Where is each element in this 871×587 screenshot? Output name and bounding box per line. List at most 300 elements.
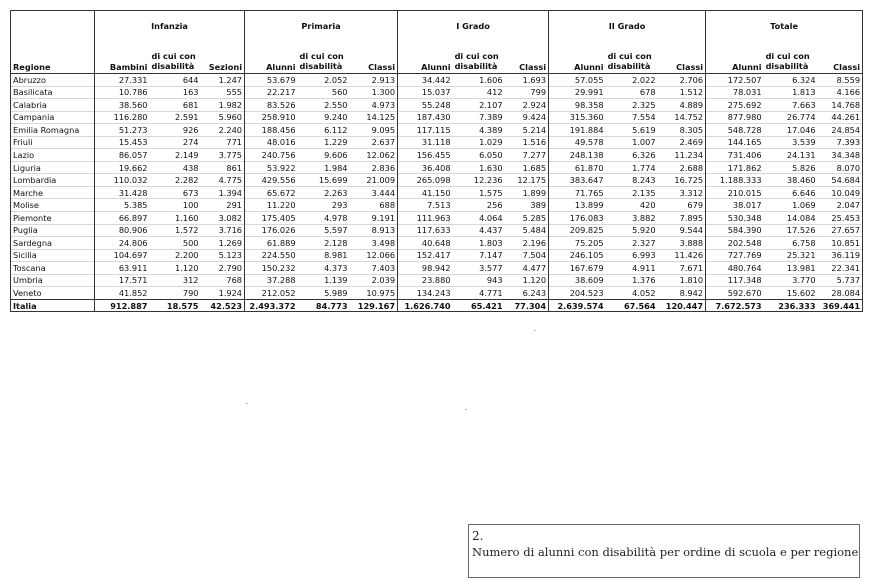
table-cell: 1.120: [505, 274, 549, 287]
table-cell: 212.052: [245, 287, 298, 300]
table-cell: 5.597: [298, 224, 350, 237]
table-cell: 25.453: [818, 212, 863, 225]
table-cell: 2.282: [150, 174, 201, 187]
table-cell: 9.424: [505, 111, 549, 124]
table-cell: 12.062: [350, 149, 398, 162]
table-cell: 2.550: [298, 99, 350, 112]
table-cell: 731.406: [706, 149, 764, 162]
table-cell: 4.373: [298, 262, 350, 275]
table-row: [11, 136, 863, 149]
table-row: [11, 212, 863, 225]
table-cell: 1.575: [453, 186, 505, 199]
table-row: [11, 86, 863, 99]
table-cell: 41.852: [95, 287, 150, 300]
table-cell: 790: [150, 287, 201, 300]
table-cell: 15.602: [764, 287, 818, 300]
table-cell: 53.922: [245, 161, 298, 174]
table-cell: 412: [453, 86, 505, 99]
table-cell: 27.657: [818, 224, 863, 237]
table-cell: 44.261: [818, 111, 863, 124]
table-row: [11, 149, 863, 162]
table-cell: 22.217: [245, 86, 298, 99]
table-row: [11, 74, 863, 87]
region-name-cell: Umbria: [11, 274, 95, 287]
table-cell: 25.321: [764, 249, 818, 262]
table-cell: 1.007: [606, 136, 658, 149]
table-cell: 3.539: [764, 136, 818, 149]
table-cell: 22.341: [818, 262, 863, 275]
region-name-cell: Abruzzo: [11, 74, 95, 87]
table-cell: 38.017: [706, 199, 764, 212]
table-row: [11, 174, 863, 187]
table-cell: 1.188.333: [706, 174, 764, 187]
table-cell: 11.234: [658, 149, 706, 162]
table-cell: 80.906: [95, 224, 150, 237]
table-cell: 2.913: [350, 74, 398, 87]
table-cell: 5.826: [764, 161, 818, 174]
table-cell: 17.526: [764, 224, 818, 237]
table-cell: 4.389: [453, 124, 505, 137]
table-cell: 293: [298, 199, 350, 212]
table-cell: 15.037: [398, 86, 453, 99]
table-cell: 36.119: [818, 249, 863, 262]
table-cell: 36.408: [398, 161, 453, 174]
table-cell: 29.991: [549, 86, 606, 99]
table-cell: 3.082: [201, 212, 245, 225]
region-name-cell: Toscana: [11, 262, 95, 275]
table-cell: 1.516: [505, 136, 549, 149]
table-cell: 152.417: [398, 249, 453, 262]
table-cell: 2.591: [150, 111, 201, 124]
table-cell: 12.175: [505, 174, 549, 187]
table-cell: 10.851: [818, 237, 863, 250]
table-row: [11, 124, 863, 137]
table-cell: 943: [453, 274, 505, 287]
region-name-cell: Emilia Romagna: [11, 124, 95, 137]
table-cell: 7.513: [398, 199, 453, 212]
table-cell: 2.493.372: [245, 299, 298, 312]
table-cell: 768: [201, 274, 245, 287]
table-cell: 2.688: [658, 161, 706, 174]
table-cell: 28.084: [818, 287, 863, 300]
table-cell: 7.403: [350, 262, 398, 275]
table-cell: 24.131: [764, 149, 818, 162]
table-cell: 1.229: [298, 136, 350, 149]
table-cell: 104.697: [95, 249, 150, 262]
column-header: Classi: [818, 42, 863, 74]
table-cell: 1.924: [201, 287, 245, 300]
column-header: Classi: [350, 42, 398, 74]
table-cell: 9.095: [350, 124, 398, 137]
table-cell: 40.648: [398, 237, 453, 250]
table-cell: 3.770: [764, 274, 818, 287]
table-cell: 1.606: [453, 74, 505, 87]
table-cell: 34.442: [398, 74, 453, 87]
table-cell: 438: [150, 161, 201, 174]
group-header: I Grado: [398, 11, 549, 43]
table-cell: 51.273: [95, 124, 150, 137]
table-cell: 1.247: [201, 74, 245, 87]
table-cell: 31.118: [398, 136, 453, 149]
column-header: di cui con disabilità: [453, 42, 505, 74]
table-cell: 312: [150, 274, 201, 287]
table-cell: 6.112: [298, 124, 350, 137]
table-header: [11, 11, 863, 74]
table-cell: 8.942: [658, 287, 706, 300]
table-cell: 2.240: [201, 124, 245, 137]
table-cell: 2.107: [453, 99, 505, 112]
table-row: [11, 224, 863, 237]
table-cell: 19.662: [95, 161, 150, 174]
table-cell: 592.670: [706, 287, 764, 300]
table-cell: 4.911: [606, 262, 658, 275]
table-cell: 6.993: [606, 249, 658, 262]
table-cell: 14.125: [350, 111, 398, 124]
table-cell: 7.504: [505, 249, 549, 262]
table-cell: 53.679: [245, 74, 298, 87]
table-cell: 8.305: [658, 124, 706, 137]
table-cell: 7.147: [453, 249, 505, 262]
table-cell: 9.544: [658, 224, 706, 237]
group-header: Totale: [706, 11, 863, 43]
table-cell: 71.765: [549, 186, 606, 199]
table-cell: 678: [606, 86, 658, 99]
table-cell: 63.911: [95, 262, 150, 275]
data-table: [10, 10, 863, 312]
table-cell: 210.015: [706, 186, 764, 199]
column-header: di cui con disabilità: [150, 42, 201, 74]
table-cell: 12.066: [350, 249, 398, 262]
table-cell: 37.288: [245, 274, 298, 287]
table-cell: 15.453: [95, 136, 150, 149]
table-cell: 429.556: [245, 174, 298, 187]
table-cell: 383.647: [549, 174, 606, 187]
table-cell: 187.430: [398, 111, 453, 124]
table-cell: 117.633: [398, 224, 453, 237]
table-cell: 2.128: [298, 237, 350, 250]
column-header: Alunni: [706, 42, 764, 74]
table-cell: 274: [150, 136, 201, 149]
table-cell: 1.572: [150, 224, 201, 237]
table-cell: 248.138: [549, 149, 606, 162]
table-cell: 315.360: [549, 111, 606, 124]
table-cell: 2.325: [606, 99, 658, 112]
table-cell: 134.243: [398, 287, 453, 300]
table-cell: 5.385: [95, 199, 150, 212]
table-cell: 84.773: [298, 299, 350, 312]
table-cell: 24.806: [95, 237, 150, 250]
table-cell: 1.774: [606, 161, 658, 174]
table-cell: 14.752: [658, 111, 706, 124]
table-cell: 2.047: [818, 199, 863, 212]
table-cell: 54.684: [818, 174, 863, 187]
table-cell: 6.324: [764, 74, 818, 87]
table-cell: 110.032: [95, 174, 150, 187]
table-cell: 4.052: [606, 287, 658, 300]
table-cell: 771: [201, 136, 245, 149]
table-cell: 77.304: [505, 299, 549, 312]
table-cell: 369.441: [818, 299, 863, 312]
group-header-row: [11, 11, 863, 43]
scan-speck: [246, 403, 248, 404]
table-cell: 150.232: [245, 262, 298, 275]
table-cell: 9.606: [298, 149, 350, 162]
group-header-spacer: [11, 11, 95, 43]
table-cell: 4.437: [453, 224, 505, 237]
table-cell: 1.693: [505, 74, 549, 87]
table-cell: 120.447: [658, 299, 706, 312]
table-cell: 5.214: [505, 124, 549, 137]
table-cell: 7.554: [606, 111, 658, 124]
scan-speck: [465, 409, 467, 410]
table-cell: 4.973: [350, 99, 398, 112]
table-cell: 176.083: [549, 212, 606, 225]
table-cell: 4.775: [201, 174, 245, 187]
table-cell: 6.050: [453, 149, 505, 162]
table-cell: 5.619: [606, 124, 658, 137]
region-name-cell: Piemonte: [11, 212, 95, 225]
table-cell: 1.984: [298, 161, 350, 174]
table-cell: 78.031: [706, 86, 764, 99]
table-cell: 10.786: [95, 86, 150, 99]
table-cell: 5.920: [606, 224, 658, 237]
table-cell: 9.191: [350, 212, 398, 225]
table-cell: 18.575: [150, 299, 201, 312]
table-cell: 117.115: [398, 124, 453, 137]
table-cell: 2.039: [350, 274, 398, 287]
table-cell: 17.571: [95, 274, 150, 287]
table-cell: 6.326: [606, 149, 658, 162]
table-cell: 209.825: [549, 224, 606, 237]
table-cell: 27.331: [95, 74, 150, 87]
table-cell: 176.026: [245, 224, 298, 237]
table-cell: 258.910: [245, 111, 298, 124]
table-cell: 1.803: [453, 237, 505, 250]
table-cell: 5.285: [505, 212, 549, 225]
table-cell: 2.135: [606, 186, 658, 199]
table-cell: 3.498: [350, 237, 398, 250]
table-cell: 75.205: [549, 237, 606, 250]
region-name-cell: Puglia: [11, 224, 95, 237]
table-cell: 1.512: [658, 86, 706, 99]
table-cell: 673: [150, 186, 201, 199]
table-cell: 61.870: [549, 161, 606, 174]
table-cell: 65.421: [453, 299, 505, 312]
table-cell: 1.139: [298, 274, 350, 287]
table-cell: 204.523: [549, 287, 606, 300]
table-cell: 2.706: [658, 74, 706, 87]
table-cell: 10.049: [818, 186, 863, 199]
table-cell: 167.679: [549, 262, 606, 275]
table-cell: 61.889: [245, 237, 298, 250]
column-header: Classi: [658, 42, 706, 74]
region-name-cell: Italia: [11, 299, 95, 312]
table-cell: 1.685: [505, 161, 549, 174]
region-name-cell: Friuli: [11, 136, 95, 149]
table-cell: 11.220: [245, 199, 298, 212]
region-name-cell: Sardegna: [11, 237, 95, 250]
table-cell: 191.884: [549, 124, 606, 137]
table-cell: 555: [201, 86, 245, 99]
table-cell: 202.548: [706, 237, 764, 250]
table-row: [11, 262, 863, 275]
table-row: [11, 274, 863, 287]
table-cell: 4.771: [453, 287, 505, 300]
table-cell: 171.862: [706, 161, 764, 174]
table-cell: 41.150: [398, 186, 453, 199]
table-cell: 100: [150, 199, 201, 212]
table-cell: 4.889: [658, 99, 706, 112]
table-cell: 8.981: [298, 249, 350, 262]
table-cell: 86.057: [95, 149, 150, 162]
table-cell: 5.123: [201, 249, 245, 262]
table-cell: 7.393: [818, 136, 863, 149]
table-row: [11, 249, 863, 262]
table-cell: 98.358: [549, 99, 606, 112]
table-cell: 38.460: [764, 174, 818, 187]
table-cell: 14.084: [764, 212, 818, 225]
table-cell: 11.426: [658, 249, 706, 262]
table-cell: 500: [150, 237, 201, 250]
caption-number: 2.: [472, 529, 484, 543]
table-cell: 2.149: [150, 149, 201, 162]
table-cell: 17.046: [764, 124, 818, 137]
table-cell: 172.507: [706, 74, 764, 87]
table-cell: 530.348: [706, 212, 764, 225]
column-header: di cui con disabilità: [764, 42, 818, 74]
table-cell: 13.899: [549, 199, 606, 212]
group-header: Primaria: [245, 11, 398, 43]
table-cell: 3.882: [606, 212, 658, 225]
table-cell: 1.394: [201, 186, 245, 199]
table-cell: 7.672.573: [706, 299, 764, 312]
table-cell: 926: [150, 124, 201, 137]
table-cell: 129.167: [350, 299, 398, 312]
table-cell: 3.775: [201, 149, 245, 162]
column-header: Alunni: [549, 42, 606, 74]
table-cell: 1.269: [201, 237, 245, 250]
table-cell: 1.899: [505, 186, 549, 199]
table-cell: 9.240: [298, 111, 350, 124]
table-cell: 912.887: [95, 299, 150, 312]
table-cell: 3.312: [658, 186, 706, 199]
table-cell: 3.716: [201, 224, 245, 237]
table-cell: 5.484: [505, 224, 549, 237]
table-cell: 8.070: [818, 161, 863, 174]
table-cell: 7.895: [658, 212, 706, 225]
table-cell: 57.055: [549, 74, 606, 87]
table-cell: 175.405: [245, 212, 298, 225]
table-cell: 67.564: [606, 299, 658, 312]
table-cell: 799: [505, 86, 549, 99]
table-cell: 42.523: [201, 299, 245, 312]
table-cell: 2.469: [658, 136, 706, 149]
table-cell: 2.327: [606, 237, 658, 250]
table-cell: 7.671: [658, 262, 706, 275]
table-cell: 2.836: [350, 161, 398, 174]
table-cell: 2.263: [298, 186, 350, 199]
table-cell: 877.980: [706, 111, 764, 124]
table-row: [11, 111, 863, 124]
region-name-cell: Campania: [11, 111, 95, 124]
table-row: [11, 199, 863, 212]
table-cell: 688: [350, 199, 398, 212]
column-header: Sezioni: [201, 42, 245, 74]
region-name-cell: Veneto: [11, 287, 95, 300]
table-cell: 6.243: [505, 287, 549, 300]
table-cell: 65.672: [245, 186, 298, 199]
table-row: [11, 186, 863, 199]
column-header-row: [11, 42, 863, 74]
column-header-regione: Regione: [11, 42, 95, 74]
group-header: II Grado: [549, 11, 706, 43]
table-cell: 26.774: [764, 111, 818, 124]
table-cell: 7.277: [505, 149, 549, 162]
table-cell: 38.560: [95, 99, 150, 112]
table-cell: 3.888: [658, 237, 706, 250]
table-cell: 548.728: [706, 124, 764, 137]
table-cell: 256: [453, 199, 505, 212]
table-cell: 6.646: [764, 186, 818, 199]
table-cell: 4.064: [453, 212, 505, 225]
table-cell: 1.160: [150, 212, 201, 225]
table-cell: 1.630: [453, 161, 505, 174]
table-cell: 679: [658, 199, 706, 212]
table-cell: 1.069: [764, 199, 818, 212]
table-cell: 66.897: [95, 212, 150, 225]
table-cell: 2.022: [606, 74, 658, 87]
region-name-cell: Molise: [11, 199, 95, 212]
table-cell: 13.981: [764, 262, 818, 275]
region-name-cell: Lombardia: [11, 174, 95, 187]
region-name-cell: Sicilia: [11, 249, 95, 262]
table-cell: 2.200: [150, 249, 201, 262]
table-cell: 1.376: [606, 274, 658, 287]
table-cell: 4.166: [818, 86, 863, 99]
table-cell: 83.526: [245, 99, 298, 112]
total-row: [11, 299, 863, 312]
table-cell: 1.300: [350, 86, 398, 99]
scan-speck: [534, 330, 536, 331]
table-cell: 21.009: [350, 174, 398, 187]
region-name-cell: Calabria: [11, 99, 95, 112]
column-header: di cui con disabilità: [606, 42, 658, 74]
column-header: Alunni: [398, 42, 453, 74]
table-row: [11, 99, 863, 112]
table-cell: 38.609: [549, 274, 606, 287]
table-cell: 2.052: [298, 74, 350, 87]
table-cell: 7.663: [764, 99, 818, 112]
table-cell: 727.769: [706, 249, 764, 262]
table-cell: 3.444: [350, 186, 398, 199]
table-cell: 55.248: [398, 99, 453, 112]
table-cell: 1.813: [764, 86, 818, 99]
table-cell: 48.016: [245, 136, 298, 149]
table-cell: 1.626.740: [398, 299, 453, 312]
table-cell: 10.975: [350, 287, 398, 300]
table-cell: 5.989: [298, 287, 350, 300]
column-header: di cui con disabilità: [298, 42, 350, 74]
table-cell: 117.348: [706, 274, 764, 287]
table-cell: 2.790: [201, 262, 245, 275]
table-cell: 111.963: [398, 212, 453, 225]
table-cell: 6.758: [764, 237, 818, 250]
table-cell: 2.639.574: [549, 299, 606, 312]
region-name-cell: Liguria: [11, 161, 95, 174]
table-cell: 1.120: [150, 262, 201, 275]
table-cell: 389: [505, 199, 549, 212]
table-cell: 8.559: [818, 74, 863, 87]
